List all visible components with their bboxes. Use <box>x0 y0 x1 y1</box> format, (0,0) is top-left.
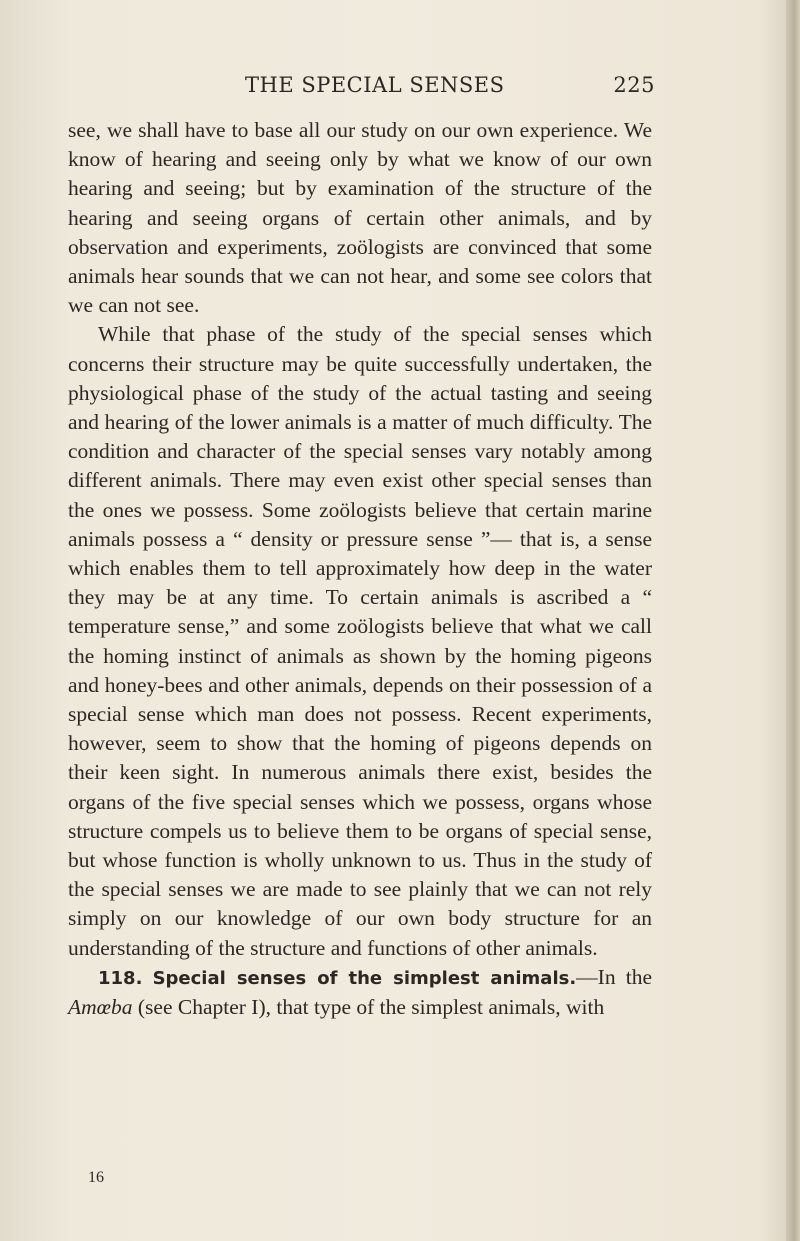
page-number: 225 <box>613 73 655 97</box>
section-text-rest: (see Chapter I), that type of the simplest animals, with <box>132 995 605 1020</box>
paragraph-2: While that phase of the study of the special senses which concerns their structure may be quite successfully undertaken, the physiological phase of the study of the actual tasting and seeing and hearing of the lower animals is a matter of much difficulty. The condition and character of the special senses vary notably among different animals. There may even exist other special senses than the ones we possess. Some zoölogists believe that certain marine animals possess a “ density or pressure sense ”— that is, a sense which enables them to tell approximately how deep in the water they may be at any time. To certain animals is ascribed a “ temperature sense,” and some zoölogists believe that what we call the homing instinct of animals as shown by the homing pigeons and honey-bees and other animals, depends on their possession of a special sense which man does not possess. Recent experiments, however, seem to show that the homing of pigeons depends on their keen sight. In numerous animals there exist, besides the organs of the five special senses which we possess, organs whose structure compels us to believe them to be organs of special sense, but whose function is wholly unknown to us. Thus in the study of the special senses we are made to see plainly that we can not rely simply on our knowledge of our own body structure for an understanding of the structure and functions of other animals. <box>68 322 652 960</box>
running-header <box>245 73 655 103</box>
signature-mark: 16 <box>88 1169 104 1186</box>
section-number: 118. <box>98 967 143 989</box>
paragraph-section-118 <box>68 963 652 1022</box>
running-title: THE SPECIAL SENSES <box>245 73 505 97</box>
paragraph-1: see, we shall have to base all our study on our own experience. We know of hearing and seeing only by what we know of our own hearing and seeing; but by examination of the structure of the hearing and seeing organs of certain other animals, and by observation and experiments, zoölogists are convinced that some animals hear sounds that we can not hear, and some see colors that we can not see. <box>68 118 652 318</box>
section-title: Special senses of the simplest animals. <box>152 967 577 989</box>
body-text <box>68 116 652 1022</box>
section-text-lead: —In the <box>576 964 652 989</box>
amoeba-italic: Amœba <box>68 995 133 1020</box>
page-edge-shadow <box>786 0 800 1241</box>
